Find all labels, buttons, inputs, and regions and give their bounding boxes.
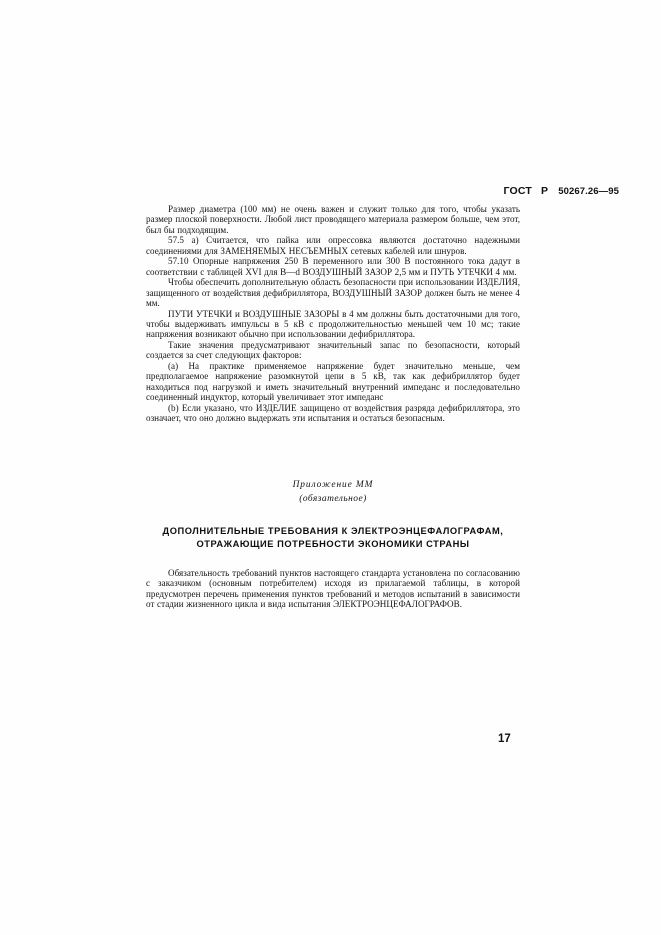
paragraph-annex-obligation: Обязательность требований пунктов настоящего стандарта установлена по согласованию с заказчиком (основным потребителем) исходя из прилагаемой таблицы, в которой предусмотрен перечень применения пунктов требований и методов испытаний в зависимости от стадии жизненного цикла и вида испытания ЭЛЕКТРОЭНЦЕФАЛОГРАФОВ. [146, 568, 520, 610]
paragraph-additional-safety-area: Чтобы обеспечить дополнительную область безопасности при использовании ИЗДЕЛИЯ, защищенного от воздействия дефибриллятора, ВОЗДУШНЫЙ ЗАЗОР должен быть не менее 4 мм. [146, 277, 520, 309]
annex-body-column [146, 568, 520, 610]
appendix-label: Приложение ММ [292, 480, 374, 490]
paragraph-item-b: (b) Если указано, что ИЗДЕЛИЕ защищено от воздействия разряда дефибриллятора, это означает, что оно должно выдержать эти испытания и остаться безопасным. [146, 402, 520, 424]
standard-prefix: ГОСТ [503, 185, 532, 197]
annex-heading-line-2: ОТРАЖАЮЩИЕ ПОТРЕБНОСТИ ЭКОНОМИКИ СТРАНЫ [196, 539, 470, 549]
appendix-obligation-note: (обязательное) [299, 494, 367, 504]
body-text-column [146, 204, 520, 424]
paragraph-creepage-clearance: ПУТИ УТЕЧКИ и ВОЗДУШНЫЕ ЗАЗОРЫ в 4 мм должны быть достаточными для того, чтобы выдерживать импульсы в 5 кВ с продолжительностью меньшей чем 10 мс; такие напряжения возникают обычно при использовании дефибриллятора. [146, 308, 520, 340]
paragraph-item-a: (a) На практике применяемое напряжение будет значительно меньше, чем предполагаемое напряжение разомкнутой цепи в 5 кВ, так как дефибриллятор будет находиться под нагрузкой и иметь значительный внутренний импеданс и последовательно соединенный индуктор, который увеличивает этот импеданс [146, 360, 520, 403]
paragraph-57-5a: 57.5 а) Считается, что пайка или опрессовка являются достаточно надежными соединениями для ЗАМЕНЯЕМЫХ НЕСЪЕМНЫХ сетевых кабелей или шнуров. [146, 235, 520, 256]
running-header [0, 185, 619, 197]
annex-heading [146, 525, 520, 551]
paragraph-safety-margin: Такие значения предусматривают значительный запас по безопасности, который создается за счет следующих факторов: [146, 339, 520, 361]
appendix-caption [146, 478, 520, 506]
paragraph-intro-diameter: Размер диаметра (100 мм) не очень важен и служит только для того, чтобы указать размер плоской поверхности. Любой лист проводящего материала размером больше, чем этот, был бы подходящим. [146, 204, 520, 235]
standard-number: 50267.26—95 [558, 186, 619, 197]
page-number: 17 [498, 733, 511, 745]
annex-heading-line-1: ДОПОЛНИТЕЛЬНЫЕ ТРЕБОВАНИЯ К ЭЛЕКТРОЭНЦЕФАЛОГРАФАМ, [162, 526, 504, 536]
paragraph-57-10: 57.10 Опорные напряжения 250 В переменного или 300 В постоянного тока дадут в соответствии с таблицей XVI для B—d ВОЗДУШНЫЙ ЗАЗОР 2,5 мм и ПУТЬ УТЕЧКИ 4 мм. [146, 256, 520, 277]
standard-letter: Р [540, 185, 549, 197]
